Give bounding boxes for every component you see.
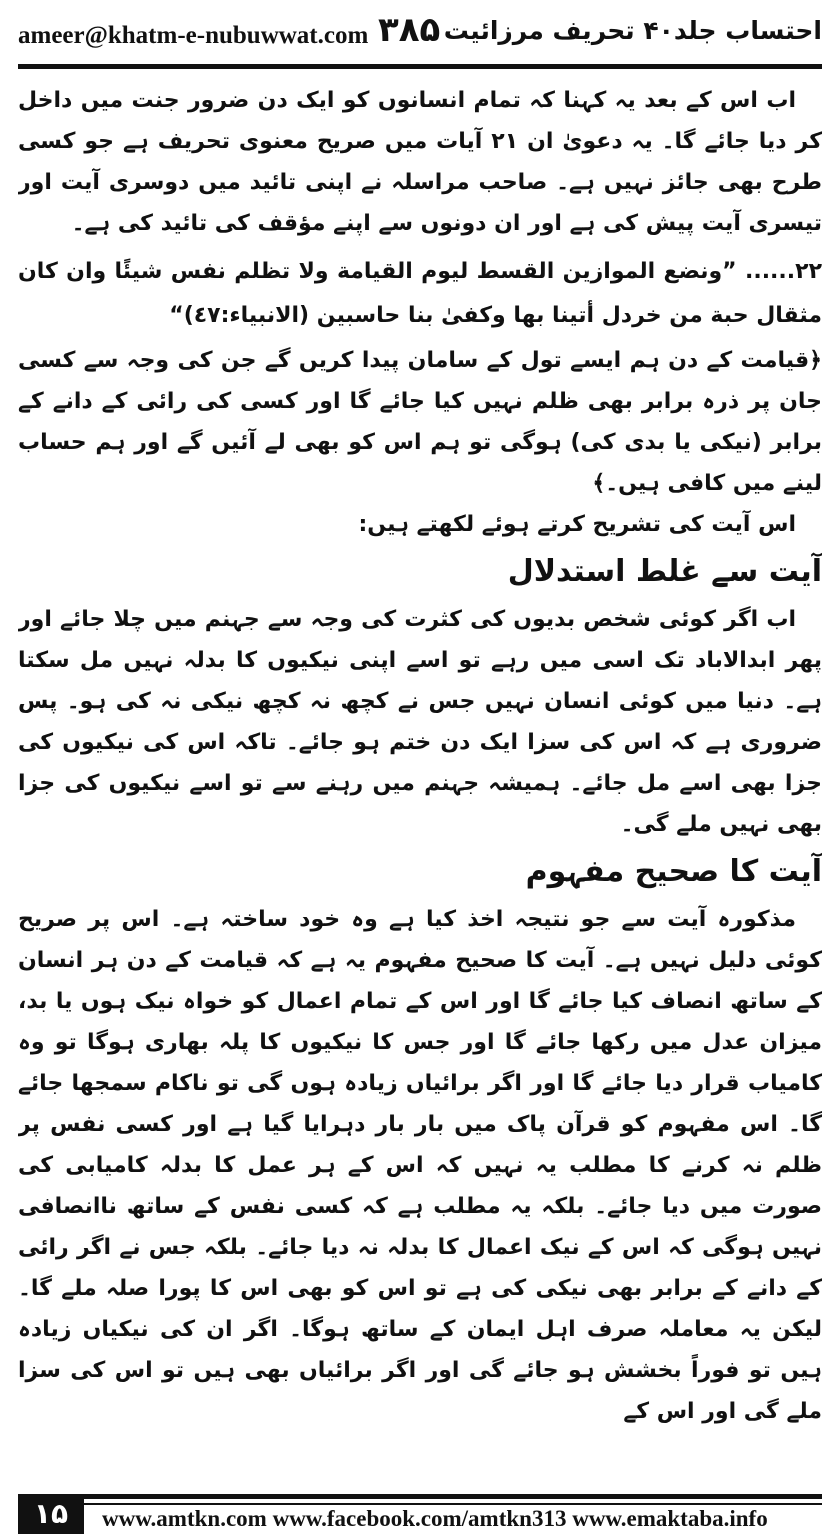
- footer-websites: www.amtkn.com www.facebook.com/amtkn313 www.emaktaba.info: [102, 1506, 768, 1531]
- heading-wrong-inference: آیت سے غلط استدلال: [507, 554, 822, 589]
- quran-verse: [18, 250, 822, 338]
- footer-page-number: ۱۵: [18, 1494, 84, 1534]
- heading-correct-meaning: آیت کا صحیح مفہوم: [525, 854, 822, 889]
- header-book-title: احتساب جلد۴۰ تحریف مرزائیت: [443, 16, 822, 45]
- header-email: ameer@khatm-e-nubuwwat.com: [18, 22, 369, 49]
- intro-line: اس آیت کی تشریح کرتے ہوئے لکھتے ہیں:: [358, 512, 796, 537]
- header-page-number: ۳۸۵: [378, 10, 441, 50]
- paragraph-explanation: مذکورہ آیت سے جو نتیجہ اخذ کیا ہے وہ خود ساختہ ہے۔ اس پر صریح کوئی دلیل نہیں ہے۔ آیت کا صحیح مفہوم یہ ہے کہ قیامت کے دن ہر انسان کے ساتھ انصاف کیا جائے گا اور اس کے تمام اعمال کو خواہ نیک ہوں یا بد، میزان عدل میں رکھا جائے گا اور جس کا نیکیوں کا پلہ بھاری ہوگا تو وہ کامیاب قرار دیا جائے گا اور اگر برائیاں زیادہ ہوں گی تو ناکام سمجھا جائے گا۔ اس مفہوم کو قرآن پاک میں بار بار دہرایا گیا ہے اور کسی نفس پر ظلم نہ کرنے کا مطلب یہ نہیں کہ اس کے ہر عمل کا بدلہ کامیابی کی صورت میں دیا جائے۔ بلکہ یہ مطلب ہے کہ کسی نفس کے ساتھ ناانصافی نہیں ہوگی کہ اس کے نیک اعمال کا بدلہ نہ دیا جائے۔ بلکہ جس نے اگر رائی کے دانے کے برابر بھی نیکی کی ہے تو اس کو بھی اس کا پورا صلہ ملے گا۔ لیکن یہ معاملہ صرف اہل ایمان کے ساتھ ہوگا۔ اگر ان کی نیکیاں زیادہ ہیں تو فوراً بخشش ہو جائے گی اور اگر برائیاں بھی ہیں تو اس کی سزا ملے گی اور اس کے: [18, 907, 822, 1424]
- paragraph-argument: اب اگر کوئی شخص بدیوں کی کثرت کی وجہ سے جہنم میں چلا جائے اور پھر ابدالاباد تک اسی میں رہے تو اسے اپنی نیکیوں کا بدلہ نہیں مل سکتا ہے۔ دنیا میں کوئی انسان نہیں جس نے کچھ نہ کچھ نیکی نہ کی ہو۔ پس ضروری ہے کہ اس کی سزا ایک دن ختم ہو جائے۔ تاکہ اس کی نیکیوں کی جزا بھی اسے مل جائے۔ ہمیشہ جہنم میں رہنے سے تو اسے نیکیوں کی جزا بھی نہیں ملے گی۔: [18, 607, 822, 837]
- paragraph-intro: اب اس کے بعد یہ کہنا کہ تمام انسانوں کو ایک دن ضرور جنت میں داخل کر دیا جائے گا۔ یہ دعویٰ ان ۲۱ آیات میں صریح معنوی تحریف ہے جو کسی طرح بھی جائز نہیں ہے۔ صاحب مراسلہ نے اپنی تائید میں دوسری آیت اور تیسری آیت پیش کی ہے اور ان دونوں سے اپنے مؤقف کی تائید کی ہے۔: [18, 88, 822, 236]
- verse-number: ۲۲......: [736, 259, 822, 284]
- verse-text: ”ونضع الموازين القسط ليوم القيامة ولا تظلم نفس شيئًا وان كان مثقال حبة من خردل أتينا بها وكفىٰ بنا حاسبين (الانبياء:٤٧)“: [18, 259, 822, 328]
- verse-translation: ﴿قیامت کے دن ہم ایسے تول کے سامان پیدا کریں گے جن کی وجہ سے کسی جان پر ذرہ برابر بھی ظلم نہیں کیا جائے گا اور کسی کی رائی کے دانے کے برابر (نیکی یا بدی کی) ہوگی تو ہم اس کو بھی لے آئیں گے اور ہم حساب لینے میں کافی ہیں۔﴾: [18, 348, 822, 496]
- page-body: [18, 80, 822, 1480]
- footer-rule-thick: [84, 1494, 822, 1499]
- footer-rule-thin: [84, 1503, 822, 1505]
- page-footer: [18, 1494, 822, 1534]
- header-rule: [18, 64, 822, 69]
- page-header: [18, 8, 822, 60]
